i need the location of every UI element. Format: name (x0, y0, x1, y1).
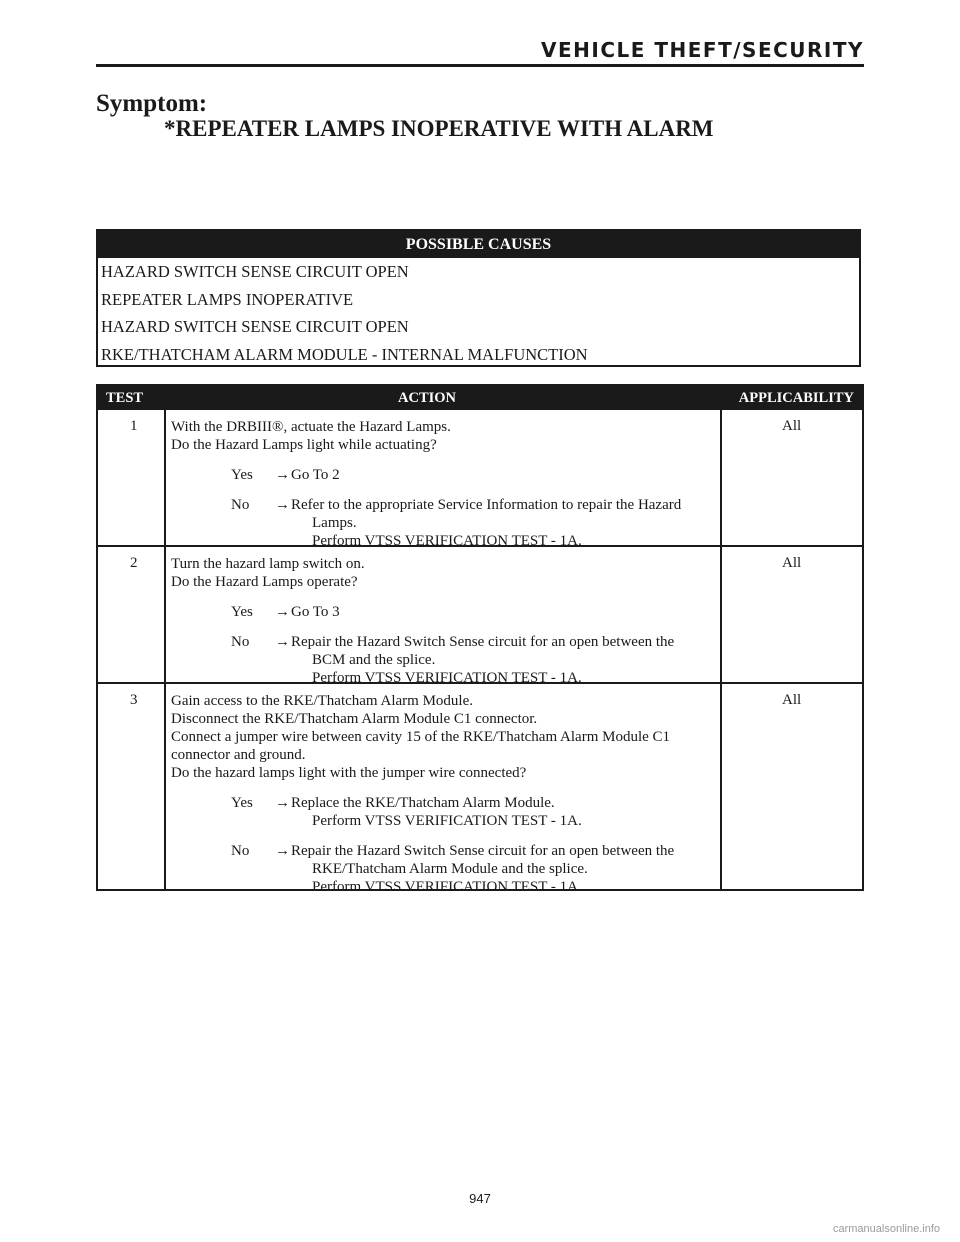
test-number: 2 (130, 555, 138, 571)
action-line: Connect a jumper wire between cavity 15 of the RKE/Thatcham Alarm Module C1 (171, 729, 671, 745)
result-line: Go To 3 (291, 604, 340, 620)
action-line: Do the Hazard Lamps operate? (171, 574, 358, 590)
possible-causes-table (96, 229, 861, 367)
action-line: Turn the hazard lamp switch on. (171, 556, 365, 572)
arrow-right-icon: → (275, 634, 290, 650)
arrow-right-icon: → (275, 795, 290, 811)
result-line: Perform VTSS VERIFICATION TEST - 1A. (312, 813, 582, 829)
action-line: With the DRBIII®, actuate the Hazard Lamps. (171, 419, 451, 435)
test-action (171, 692, 719, 896)
result-line: BCM and the splice. (312, 652, 436, 668)
result-line: Go To 2 (291, 467, 340, 483)
yes-label: Yes (231, 604, 253, 620)
result-yes (171, 466, 719, 484)
test-number: 3 (130, 692, 138, 708)
result-no (171, 633, 719, 687)
header-test: TEST (106, 390, 144, 406)
action-line: Do the Hazard Lamps light while actuating? (171, 437, 437, 453)
arrow-right-icon: → (275, 843, 290, 859)
cause-item: RKE/THATCHAM ALARM MODULE - INTERNAL MALFUNCTION (101, 344, 588, 364)
result-line: Repair the Hazard Switch Sense circuit for an open between the (291, 634, 675, 650)
yes-label: Yes (231, 795, 253, 811)
action-line: Gain access to the RKE/Thatcham Alarm Module. (171, 693, 473, 709)
test-table-header (98, 386, 862, 410)
yes-label: Yes (231, 467, 253, 483)
watermark: carmanualsonline.info (832, 1223, 940, 1235)
result-line: Replace the RKE/Thatcham Alarm Module. (291, 795, 555, 811)
test-number: 1 (130, 418, 138, 434)
page-number: 947 (469, 1191, 491, 1206)
result-no (171, 842, 719, 896)
test-action (171, 418, 719, 550)
symptom-text: *REPEATER LAMPS INOPERATIVE WITH ALARM (164, 116, 714, 141)
result-line: Perform VTSS VERIFICATION TEST - 1A. (312, 670, 582, 686)
result-line: Perform VTSS VERIFICATION TEST - 1A. (312, 879, 582, 895)
symptom-label: Symptom: (96, 90, 208, 117)
test-row-2 (98, 547, 862, 684)
header-rule (96, 64, 864, 67)
header-applicability: APPLICABILITY (738, 390, 854, 406)
header-action: ACTION (398, 390, 457, 406)
no-label: No (231, 843, 250, 859)
possible-causes-heading: POSSIBLE CAUSES (98, 231, 859, 258)
test-row-3 (98, 684, 862, 895)
cause-item: REPEATER LAMPS INOPERATIVE (101, 289, 354, 309)
arrow-right-icon: → (275, 467, 290, 483)
result-line: Lamps. (312, 515, 357, 531)
section-title: VEHICLE THEFT/SECURITY (541, 38, 864, 62)
result-no (171, 496, 719, 550)
action-line: connector and ground. (171, 747, 306, 763)
result-line: RKE/Thatcham Alarm Module and the splice. (312, 861, 588, 877)
no-label: No (231, 634, 250, 650)
test-action (171, 555, 719, 687)
test-applicability: All (782, 692, 802, 708)
arrow-right-icon: → (275, 604, 290, 620)
result-line: Perform VTSS VERIFICATION TEST - 1A. (312, 533, 582, 549)
result-line: Refer to the appropriate Service Information to repair the Hazard (291, 497, 682, 513)
cause-item: HAZARD SWITCH SENSE CIRCUIT OPEN (101, 262, 409, 281)
result-yes (171, 794, 719, 830)
arrow-right-icon: → (275, 497, 290, 513)
result-line: Repair the Hazard Switch Sense circuit for an open between the (291, 843, 675, 859)
test-applicability: All (782, 418, 802, 434)
test-row-1 (98, 410, 862, 547)
result-yes (171, 603, 719, 621)
no-label: No (231, 497, 250, 513)
action-line: Do the hazard lamps light with the jumper wire connected? (171, 765, 527, 781)
test-applicability: All (782, 555, 802, 571)
action-line: Disconnect the RKE/Thatcham Alarm Module C1 connector. (171, 711, 538, 727)
cause-item: HAZARD SWITCH SENSE CIRCUIT OPEN (101, 317, 409, 336)
test-table (96, 384, 864, 895)
